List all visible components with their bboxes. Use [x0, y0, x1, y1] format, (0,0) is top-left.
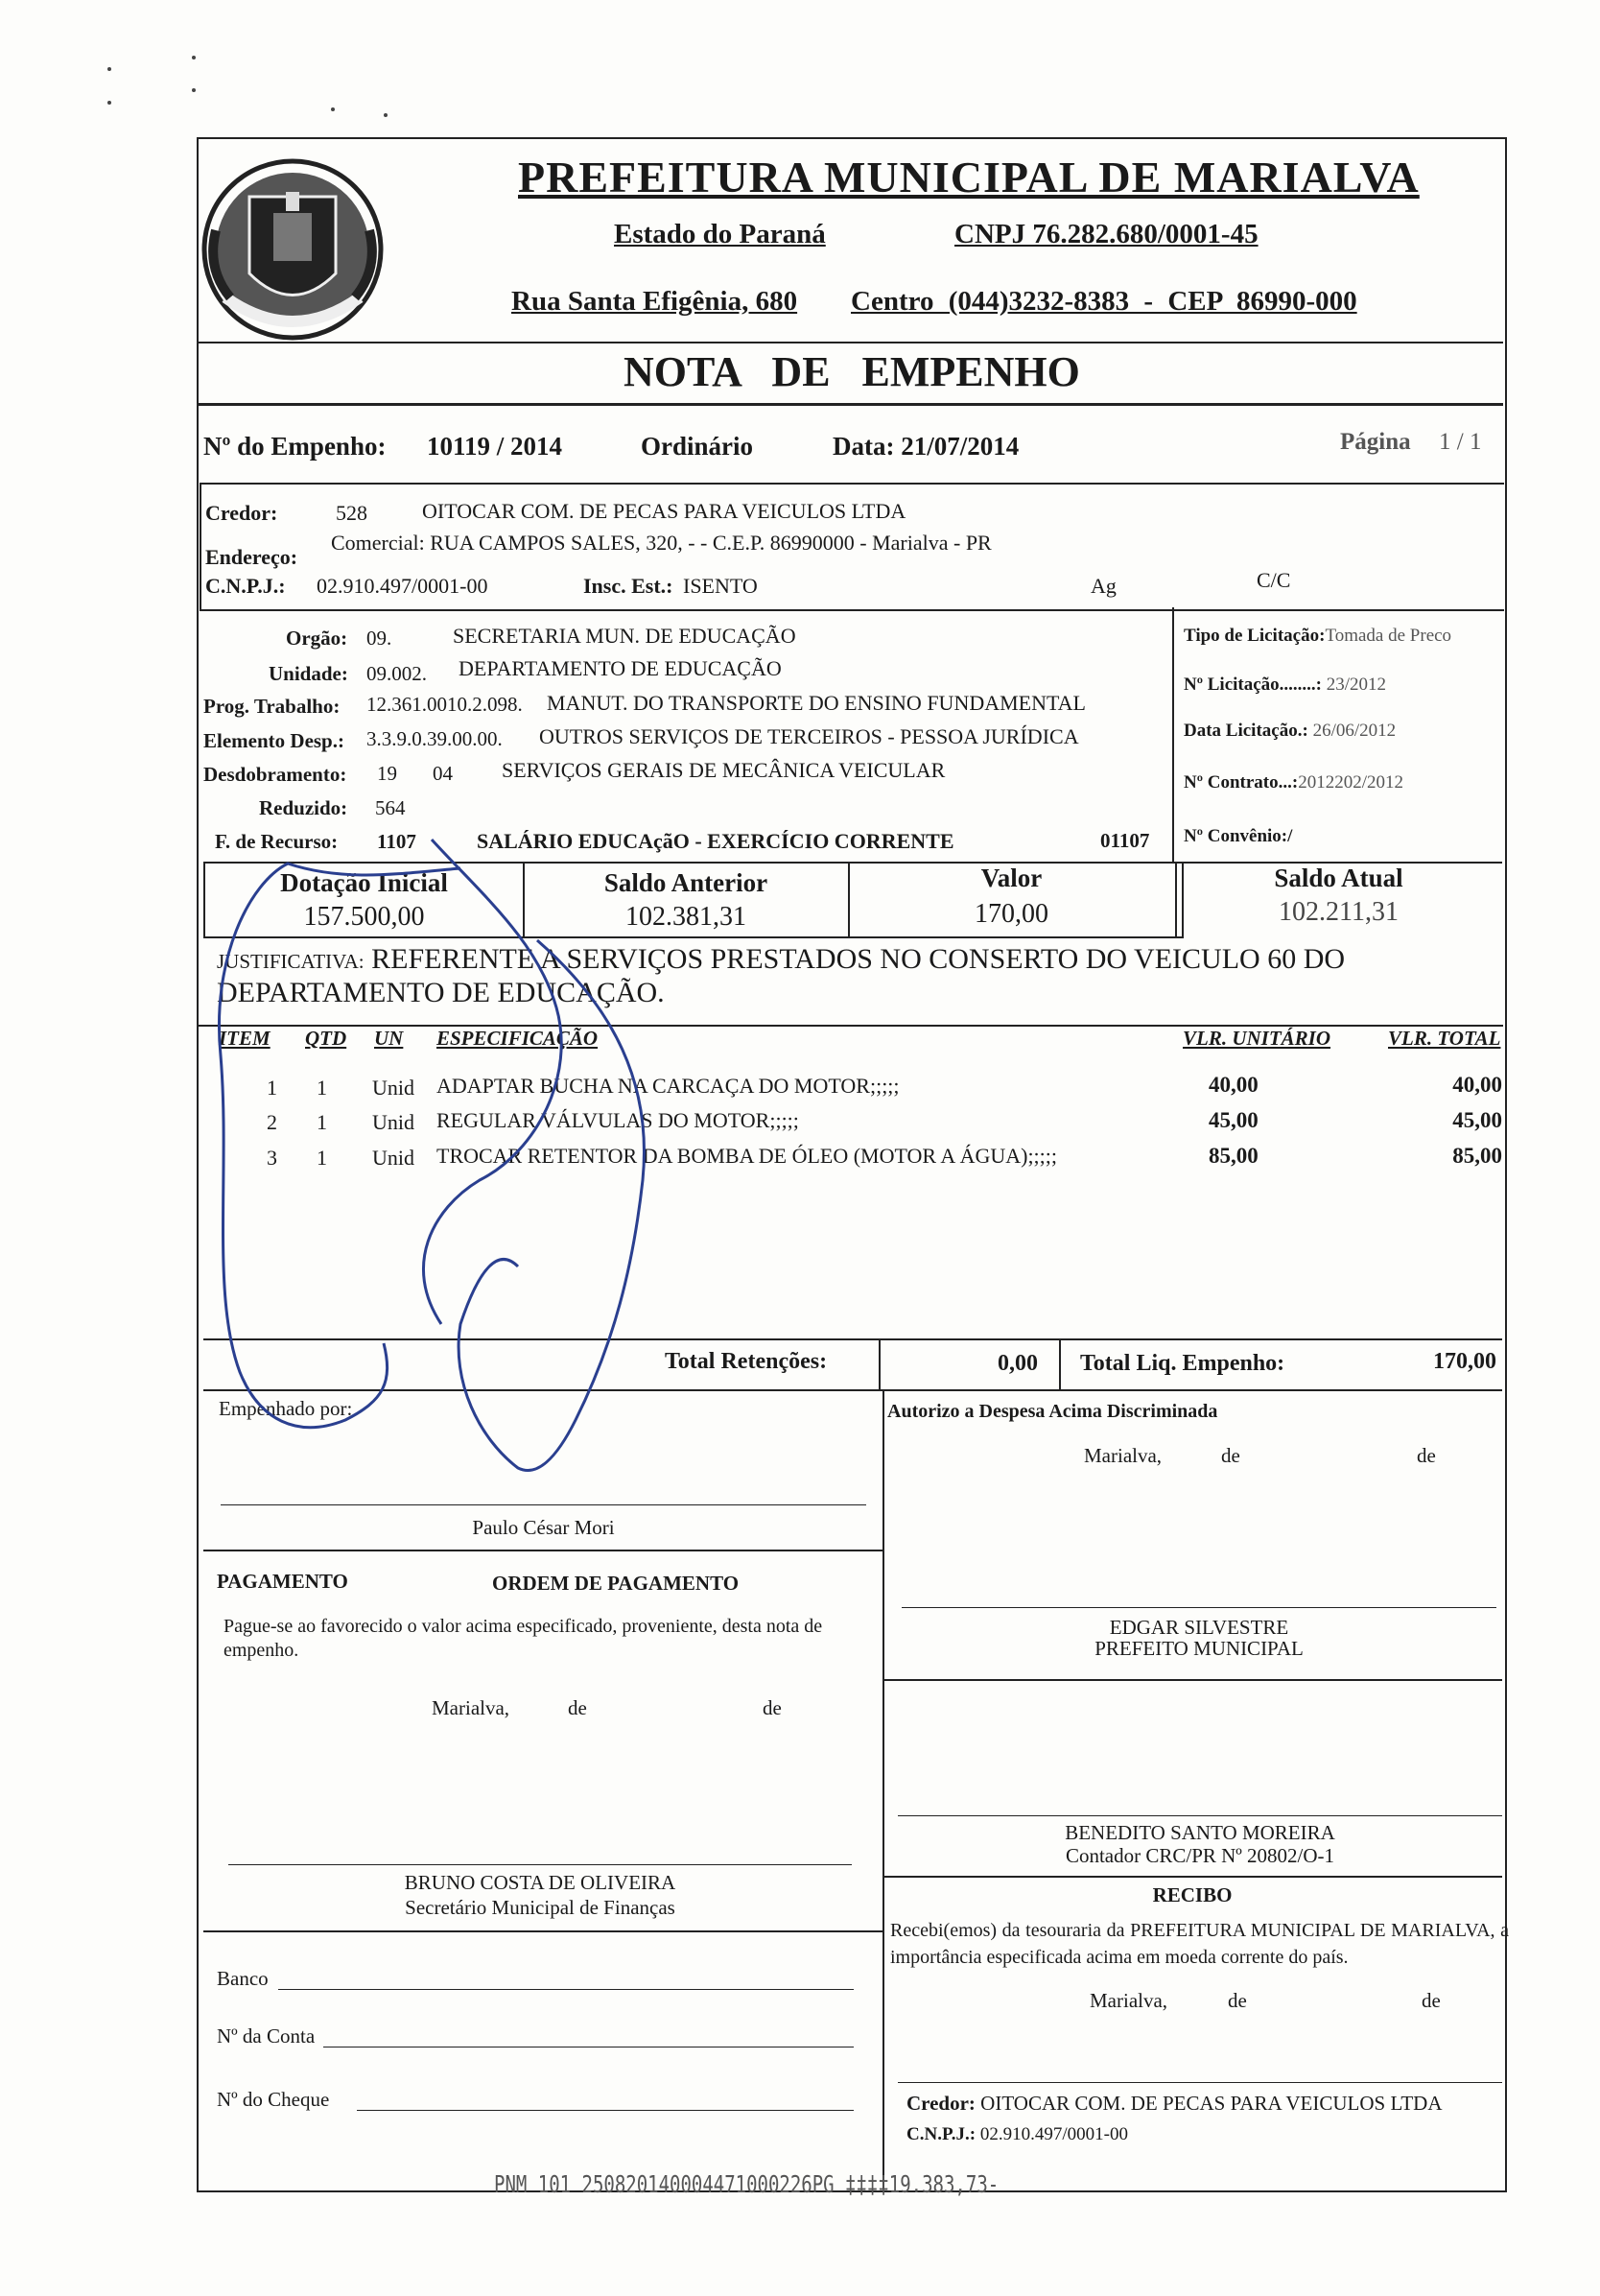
cheque-field[interactable] — [357, 2110, 854, 2111]
recurso-code2: 01107 — [1100, 829, 1150, 852]
autorizo-label: Autorizo a Despesa Acima Discriminada — [887, 1401, 1218, 1422]
num-licitacao-label: Nº Licitação........: — [1184, 675, 1322, 695]
recibo-credor — [906, 2092, 1443, 2116]
page-label: Página — [1340, 429, 1411, 455]
saldo-anterior-value: 102.381,31 — [625, 902, 746, 932]
row-item: 2 — [267, 1110, 277, 1134]
desdobramento-label: Desdobramento: — [203, 763, 347, 786]
recibo-title: RECIBO — [1152, 1883, 1233, 1906]
recurso-name: SALÁRIO EDUCAçãO - EXERCÍCIO CORRENTE — [477, 829, 954, 853]
row-un: Unid — [372, 1146, 414, 1170]
prog-code: 12.361.0010.2.098. — [366, 693, 523, 716]
credor-address: Comercial: RUA CAMPOS SALES, 320, - - C.E.P. 86990000 - Marialva - PR — [331, 531, 992, 555]
justificativa — [217, 942, 1483, 979]
contador-nome: BENEDITO SANTO MOREIRA — [1065, 1821, 1335, 1844]
pagamento-label: PAGAMENTO — [217, 1570, 348, 1593]
total-retencoes-value: 0,00 — [998, 1351, 1038, 1376]
valor-value: 170,00 — [975, 899, 1048, 929]
row-un: Unid — [372, 1076, 414, 1100]
recibo-local: Marialva, — [1090, 1989, 1168, 2012]
desdobramento-code2: 04 — [433, 762, 453, 785]
prog-label: Prog. Trabalho: — [203, 695, 341, 718]
prefeito-cargo: PREFEITO MUNICIPAL — [1094, 1637, 1304, 1660]
cheque-label: Nº do Cheque — [217, 2088, 330, 2111]
empenhado-por-nome: Paulo César Mori — [472, 1516, 615, 1539]
col-qtd: QTD — [305, 1027, 347, 1050]
recibo-cnpj — [906, 2124, 1128, 2145]
recibo-texto: Recebi(emos) da tesouraria da PREFEITURA MUNICIPAL DE MARIALVA, a importância especificada acima em moeda corrente do país. — [890, 1920, 1509, 1968]
recurso-label: F. de Recurso: — [215, 830, 339, 853]
row-especificacao: TROCAR RETENTOR DA BOMBA DE ÓLEO (MOTOR A ÁGUA);;;;; — [436, 1144, 1058, 1168]
col-vlr-unitario: VLR. UNITÁRIO — [1183, 1027, 1331, 1050]
num-licitacao — [1184, 675, 1386, 696]
cnpj-label: CNPJ 76.282.680/0001-45 — [954, 219, 1259, 249]
tipo-licitacao-label: Tipo de Licitação: — [1184, 626, 1326, 646]
prog-name: MANUT. DO TRANSPORTE DO ENSINO FUNDAMENTAL — [547, 691, 1086, 715]
col-especificacao: ESPECIFICAÇÃO — [436, 1027, 599, 1050]
justificativa-line1: REFERENTE A SERVIÇOS PRESTADOS NO CONSERTO DO VEICULO 60 DO — [371, 943, 1346, 975]
reduzido-label: Reduzido: — [259, 796, 348, 819]
prefeito-nome: EDGAR SILVESTRE — [1109, 1616, 1289, 1639]
document-title: NOTA DE EMPENHO — [624, 348, 1080, 395]
row-qtd: 1 — [317, 1146, 327, 1170]
elemento-label: Elemento Desp.: — [203, 729, 344, 752]
total-retencoes-label: Total Retenções: — [665, 1349, 828, 1374]
empenho-number-label: Nº do Empenho: — [203, 432, 387, 461]
total-liquido-label: Total Liq. Empenho: — [1080, 1351, 1285, 1376]
saldo-atual-label: Saldo Atual — [1274, 864, 1403, 892]
justificativa-label: JUSTIFICATIVA: — [217, 950, 365, 973]
row-total: 45,00 — [1452, 1108, 1502, 1132]
contrato-value: 2012202/2012 — [1298, 772, 1403, 793]
unidade-label: Unidade: — [269, 662, 348, 685]
reduzido-value: 564 — [375, 796, 406, 819]
municipal-crest-logo — [197, 154, 388, 350]
data-licitacao-value: 26/06/2012 — [1312, 721, 1397, 741]
banco-field[interactable] — [278, 1989, 854, 1990]
num-licitacao-value: 23/2012 — [1326, 675, 1387, 695]
unidade-code: 09.002. — [366, 662, 427, 685]
col-item: ITEM — [219, 1027, 271, 1050]
empenho-type: Ordinário — [641, 432, 754, 461]
recibo-cnpj-value: 02.910.497/0001-00 — [979, 2124, 1128, 2144]
contador-cargo: Contador CRC/PR Nº 20802/O-1 — [1065, 1844, 1335, 1867]
pagamento-de2: de — [763, 1696, 782, 1719]
orgao-label: Orgão: — [286, 627, 348, 650]
desdobramento-code1: 19 — [377, 762, 397, 785]
row-total: 40,00 — [1452, 1073, 1502, 1097]
address-rest: Centro (044)3232-8383 - CEP 86990-000 — [851, 286, 1357, 317]
row-un: Unid — [372, 1110, 414, 1134]
pagamento-de1: de — [568, 1696, 587, 1719]
saldo-atual-value: 102.211,31 — [1279, 897, 1399, 927]
justificativa-line2: DEPARTAMENTO DE EDUCAÇÃO. — [217, 977, 665, 1008]
recibo-credor-value: OITOCAR COM. DE PECAS PARA VEICULOS LTDA — [980, 2092, 1443, 2115]
conta-label: Nº da Conta — [217, 2024, 316, 2047]
convenio-label: Nº Convênio:/ — [1184, 826, 1293, 846]
unidade-name: DEPARTAMENTO DE EDUCAÇÃO — [459, 656, 782, 680]
insc-value: ISENTO — [683, 574, 758, 598]
row-unitario: 40,00 — [1209, 1073, 1259, 1097]
cc-label: C/C — [1257, 568, 1291, 592]
row-total: 85,00 — [1452, 1144, 1502, 1168]
empenhado-por-label: Empenhado por: — [219, 1397, 353, 1420]
pagamento-local: Marialva, — [432, 1696, 510, 1719]
footer-code: PNM 101 250820140004471000226PG ‡‡‡‡19.383,73- — [494, 2170, 1000, 2199]
cnpj-credor-label: C.N.P.J.: — [205, 574, 286, 598]
data-licitacao — [1184, 721, 1396, 742]
tipo-licitacao — [1184, 626, 1451, 647]
credor-cnpj: 02.910.497/0001-00 — [317, 574, 488, 598]
total-liquido-value: 170,00 — [1433, 1349, 1496, 1374]
row-unitario: 85,00 — [1209, 1144, 1259, 1168]
data-licitacao-label: Data Licitação.: — [1184, 721, 1308, 741]
credor-label: Credor: — [205, 501, 278, 525]
recurso-code: 1107 — [377, 830, 416, 853]
row-qtd: 1 — [317, 1076, 327, 1100]
dotacao-inicial-label: Dotação Inicial — [280, 868, 448, 897]
financas-cargo: Secretário Municipal de Finanças — [405, 1896, 675, 1919]
col-un: UN — [374, 1027, 404, 1050]
prefeitura-title: PREFEITURA MUNICIPAL DE MARIALVA — [518, 153, 1420, 201]
estado-label: Estado do Paraná — [614, 219, 826, 249]
row-item: 1 — [267, 1076, 277, 1100]
contrato — [1184, 772, 1403, 793]
recibo-credor-label: Credor: — [906, 2092, 976, 2115]
page-number: 1 / 1 — [1439, 429, 1482, 455]
empenho-number: 10119 / 2014 — [427, 432, 563, 461]
row-qtd: 1 — [317, 1110, 327, 1134]
desdobramento-name: SERVIÇOS GERAIS DE MECÂNICA VEICULAR — [502, 758, 946, 782]
ag-label: Ag — [1091, 574, 1117, 598]
orgao-code: 09. — [366, 627, 392, 650]
banco-label: Banco — [217, 1967, 269, 1990]
contrato-label: Nº Contrato...: — [1184, 772, 1299, 793]
insc-label: Insc. Est.: — [583, 574, 673, 598]
orgao-name: SECRETARIA MUN. DE EDUCAÇÃO — [453, 624, 796, 648]
autorizo-de2: de — [1417, 1444, 1436, 1467]
elemento-code: 3.3.9.0.39.00.00. — [366, 727, 503, 750]
address-street: Rua Santa Efigênia, 680 — [511, 286, 798, 317]
row-item: 3 — [267, 1146, 277, 1170]
autorizo-local: Marialva, — [1084, 1444, 1163, 1467]
recibo-de2: de — [1422, 1989, 1441, 2012]
recibo-de1: de — [1228, 1989, 1247, 2012]
saldo-anterior-label: Saldo Anterior — [603, 868, 768, 897]
tipo-licitacao-value: Tomada de Preco — [1325, 626, 1452, 646]
financas-nome: BRUNO COSTA DE OLIVEIRA — [404, 1871, 676, 1894]
row-especificacao: ADAPTAR BUCHA NA CARCAÇA DO MOTOR;;;;; — [436, 1074, 900, 1098]
row-especificacao: REGULAR VÁLVULAS DO MOTOR;;;;; — [436, 1108, 799, 1132]
pagamento-texto: Pague-se ao favorecido o valor acima especificado, proveniente, desta nota de empenho. — [224, 1616, 823, 1661]
elemento-name: OUTROS SERVIÇOS DE TERCEIROS - PESSOA JURÍDICA — [539, 724, 1079, 748]
col-vlr-total: VLR. TOTAL — [1388, 1027, 1501, 1050]
autorizo-de1: de — [1221, 1444, 1240, 1467]
dotacao-inicial-value: 157.500,00 — [303, 902, 425, 932]
credor-name: OITOCAR COM. DE PECAS PARA VEICULOS LTDA — [422, 499, 906, 523]
valor-label: Valor — [980, 864, 1043, 892]
credor-code: 528 — [336, 501, 367, 525]
ordem-pagamento-label: ORDEM DE PAGAMENTO — [492, 1572, 740, 1595]
row-unitario: 45,00 — [1209, 1108, 1259, 1132]
recibo-cnpj-label: C.N.P.J.: — [906, 2124, 976, 2144]
endereco-label: Endereço: — [205, 545, 298, 569]
empenho-date: Data: 21/07/2014 — [833, 432, 1020, 461]
